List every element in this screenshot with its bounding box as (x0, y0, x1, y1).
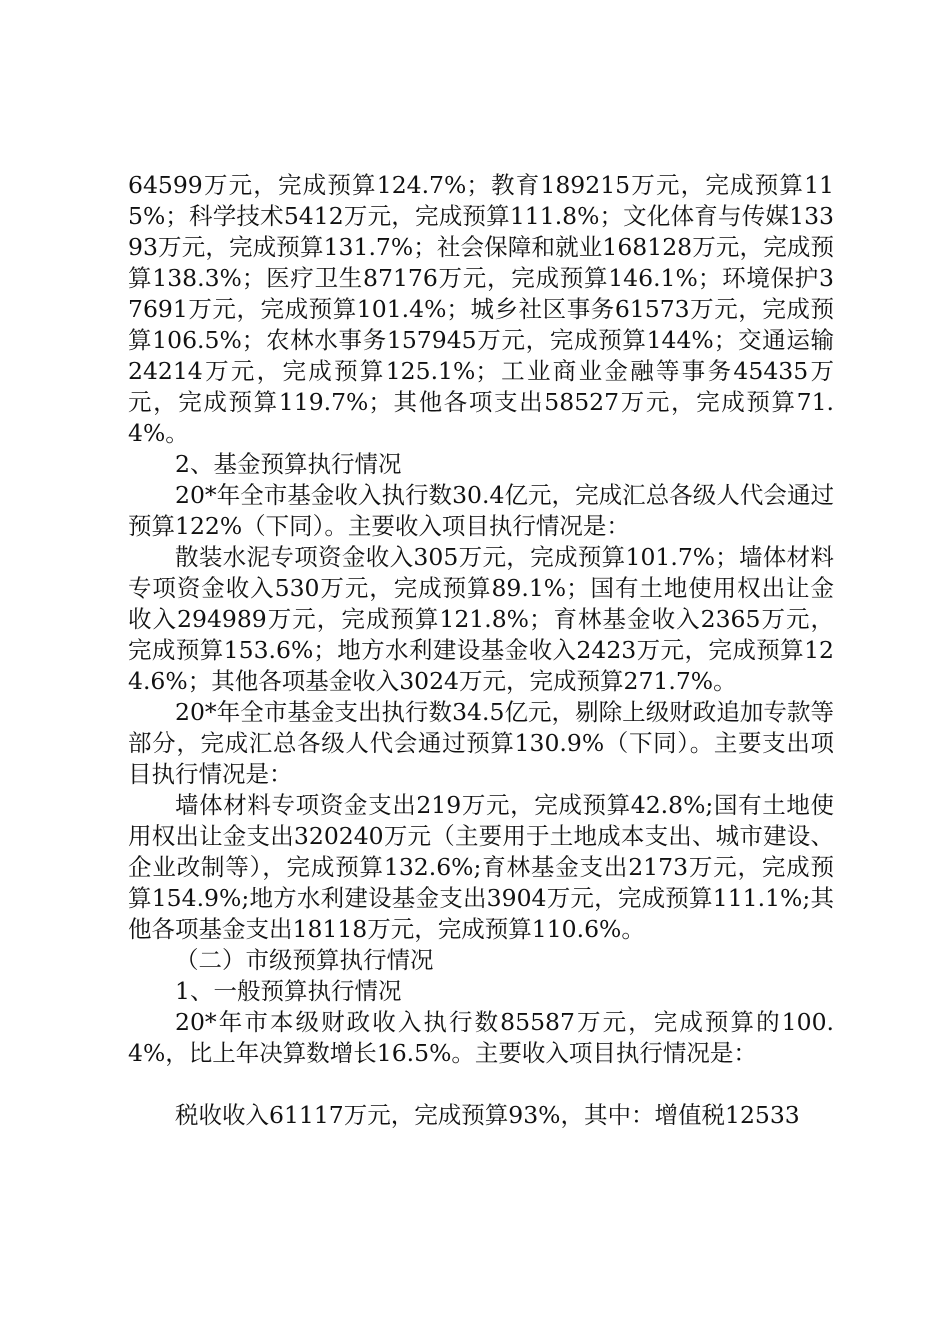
paragraph-fund-expenditure-items: 墙体材料专项资金支出219万元，完成预算42.8%;国有土地使用权出让金支出320240万元（主要用于土地成本支出、城市建设、企业改制等），完成预算132.6%;育林基金支出2173万元，完成预算154.9%;地方水利建设基金支出3904万元，完成预算111.1%;其他各项基金支出18118万元，完成预算110.6%。 (128, 791, 834, 943)
paragraph-expenditure-items: 64599万元，完成预算124.7%；教育189215万元，完成预算115%；科学技术5412万元，完成预算111.8%；文化体育与传媒13393万元，完成预算131.7%；社会保障和就业168128万元，完成预算138.3%；医疗卫生87176万元，完成预算146.1%；环境保护37691万元，完成预算101.4%；城乡社区事务61573万元，完成预算106.5%；农林水事务157945万元，完成预算144%；交通运输24214万元，完成预算125.1%；工业商业金融等事务45435万元，完成预算119.7%；其他各项支出58527万元，完成预算71.4%。 (128, 171, 834, 447)
heading-fund-budget: 2、基金预算执行情况 (175, 450, 402, 478)
paragraph-fund-expenditure: 20*年全市基金支出执行数34.5亿元，剔除上级财政追加专款等部分，完成汇总各级人代会通过预算130.9%（下同）。主要支出项目执行情况是： (128, 698, 834, 788)
document-body (128, 170, 834, 1131)
heading-city-level-budget: （二）市级预算执行情况 (175, 946, 434, 974)
paragraph-city-revenue: 20*年市本级财政收入执行数85587万元，完成预算的100.4%，比上年决算数增长16.5%。主要收入项目执行情况是： (128, 1008, 834, 1067)
heading-general-budget: 1、一般预算执行情况 (175, 977, 402, 1005)
paragraph-tax-revenue: 税收收入61117万元，完成预算93%，其中：增值税12533 (175, 1101, 800, 1129)
paragraph-fund-revenue-items: 散装水泥专项资金收入305万元，完成预算101.7%；墙体材料专项资金收入530万元，完成预算89.1%；国有土地使用权出让金收入294989万元，完成预算121.8%；育林基金收入2365万元，完成预算153.6%；地方水利建设基金收入2423万元，完成预算124.6%；其他各项基金收入3024万元，完成预算271.7%。 (128, 543, 834, 695)
paragraph-fund-revenue: 20*年全市基金收入执行数30.4亿元，完成汇总各级人代会通过预算122%（下同）。主要收入项目执行情况是： (128, 481, 834, 540)
